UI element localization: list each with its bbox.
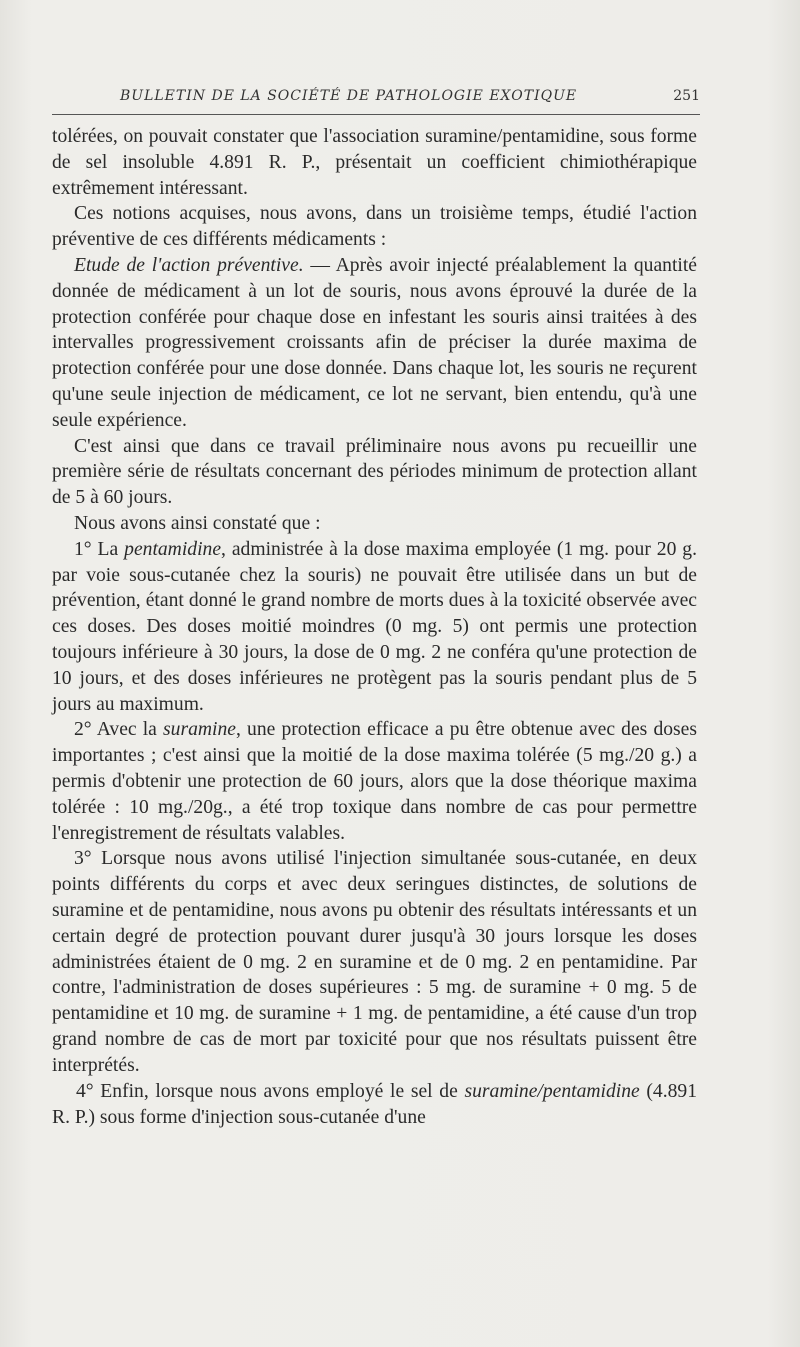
item-4-prefix: 4° Enfin, lorsque nous avons employé le sel de bbox=[76, 1081, 465, 1103]
body-text bbox=[52, 124, 697, 1131]
paragraph-2: Ces notions acquises, nous avons, dans un troisième temps, étudié l'action préventive de ces différents médicaments : bbox=[52, 203, 697, 251]
item-4-text: (4.891 R. P.) sous forme d'injection sous-cutanée d'une bbox=[52, 1081, 697, 1129]
drug-name-suramine-pentamidine: suramine/pentamidine bbox=[464, 1081, 640, 1103]
paragraph-1: tolérées, on pouvait constater que l'association suramine/pentamidine, sous forme de sel insoluble 4.891 R. P., présentait un coefficient chimiothérapique extrêmement intéressant. bbox=[52, 126, 697, 199]
paragraph-3-text: — Après avoir injecté préalablement la quantité donnée de médicament à un lot de souris, nous avons éprouvé la durée de la protection conférée pour chaque dose en infestant les souris ainsi traitées à des intervalles progressivement croissants afin de préciser la durée maxima de protection conférée pour une dose donnée. Dans chaque lot, les souris ne reçurent qu'une seule injection de médicament, ce lot ne servant, bien entendu, qu'à une seule expérience. bbox=[52, 254, 697, 431]
paragraph-9 bbox=[52, 1079, 697, 1131]
paragraph-6 bbox=[52, 537, 697, 718]
header-rule bbox=[52, 114, 700, 115]
journal-title: BULLETIN DE LA SOCIÉTÉ DE PATHOLOGIE EXOTIQUE bbox=[120, 88, 578, 104]
running-header bbox=[52, 84, 700, 108]
paragraph-3 bbox=[52, 253, 697, 434]
paragraph-7 bbox=[52, 717, 697, 846]
drug-name-suramine: suramine bbox=[163, 719, 236, 741]
item-2-prefix: 2° Avec la bbox=[74, 719, 164, 741]
item-1-prefix: 1° La bbox=[74, 538, 125, 560]
paragraph-8: 3° Lorsque nous avons utilisé l'injection simultanée sous-cutanée, en deux points différents du corps et avec deux seringues distinctes, de solutions de suramine et de pentamidine, nous avons pu obtenir des résultats intéressants et un certain degré de protection pouvant durer jusqu'à 30 jours lorsque les doses administrées étaient de 0 mg. 2 en suramine et de 0 mg. 2 en pentamidine. Par contre, l'administration de doses supérieures : 5 mg. de suramine + 0 mg. 5 de pentamidine et 10 mg. de suramine + 1 mg. de pentamidine, a été cause d'un trop grand nombre de cas de mort par toxicité pour que nos résultats puissent être interprétés. bbox=[52, 848, 697, 1076]
paragraph-5: Nous avons ainsi constaté que : bbox=[74, 512, 321, 534]
drug-name-pentamidine: pentamidine bbox=[124, 538, 222, 560]
item-2-text: , une protection efficace a pu être obtenue avec des doses importantes ; c'est ainsi que la moitié de la dose maxima tolérée (5 mg./20 g.) a permis d'obtenir une protection de 60 jours, alors que la dose théorique maxima tolérée : 10 mg./20g., a été trop toxique dans nombre de cas pour permettre l'enregistrement de résultats valables. bbox=[52, 719, 697, 844]
item-1-text: , administrée à la dose maxima employée (1 mg. pour 20 g. par voie sous-cutanée chez la souris) ne pouvait être utilisée dans un but de prévention, étant donné le grand nombre de morts dues à la toxicité observée avec ces doses. Des doses moitié moindres (0 mg. 5) ont permis une protection toujours inférieure à 30 jours, la dose de 0 mg. 2 ne conféra qu'une protection de 10 jours, et des doses inférieures ne protègent pas la souris pendant plus de 5 jours au maximum. bbox=[52, 538, 697, 715]
section-heading: Etude de l'action préventive. bbox=[74, 254, 304, 276]
page-number: 251 bbox=[673, 88, 700, 104]
paragraph-4: C'est ainsi que dans ce travail préliminaire nous avons pu recueillir une première série de résultats concernant des périodes minimum de protection allant de 5 à 60 jours. bbox=[52, 435, 697, 509]
